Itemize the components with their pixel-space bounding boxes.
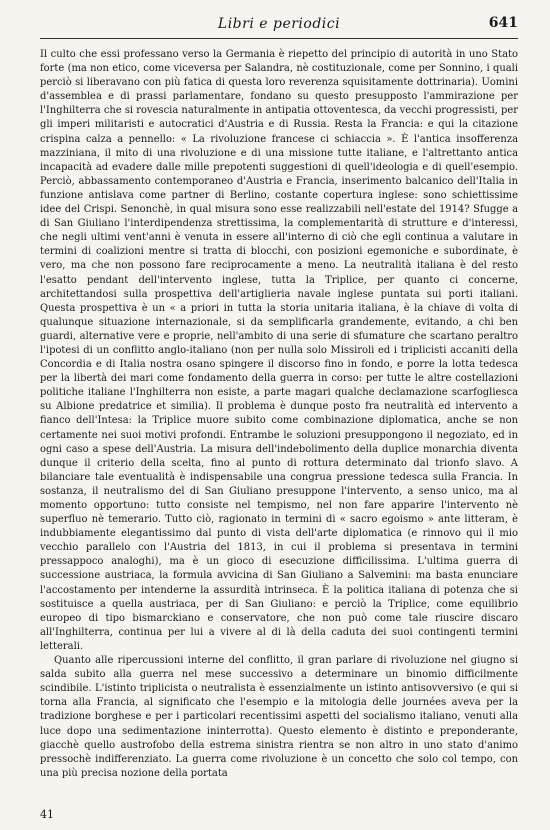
page-header	[40, 14, 518, 39]
body-text	[40, 48, 518, 781]
paragraph-1: Il culto che essi professano verso la Germania è riepetto del principio di autorità in uno Stato forte (ma non etico, come viceversa per Salandra, nè costituzionale, come per Sonnino, i quali perciò si liberavano con più fatica di questa loro reverenza squisitamente dottrinaria). Uomini d'assemblea e di prassi parlamentare, fondano su questo presupposto l'ammirazione per l'Inghilterra che si rovescia naturalmente in antipatia ottoventesca, da vecchi progressisti, per gli imperi militaristi e autocratici d'Austria e di Russia. Resta la Francia: e qui la citazione crispina calza a pennello: « La rivoluzione francese ci schiaccia ». È l'antica insofferenza mazziniana, il mito di una rivoluzione e di una missione tutte italiane, e l'altrettanto antica incapacità ad evadere dalle mille prepotenti suggestioni di quell'ideologia e di quell'esempio. Perciò, abbassamento contemporaneo d'Austria e Francia, inserimento balcanico dell'Italia in funzione antislava come partner di Berlino, costante copertura inglese: sono schiettissime idee del Crispi. Senonchè, in qual misura sono esse realizzabili nell'estate del 1914? Sfugge a di San Giuliano l'interdipendenza strettissima, la complementarità di strutture e d'interessi, che negli ultimi vent'anni è venuta in essere all'interno di ciò che egli continua a valutare in termini di coalizioni mentre si tratta di blocchi, con posizioni egemoniche e subordinate, è vero, ma che non possono fare reciprocamente a meno. La neutralità italiana è del resto l'esatto pendant dell'intervento inglese, tutta la Triplice, per quanto ci concerne, architettandosi sulla prospettiva dell'artiglieria navale inglese puntata sui porti italiani. Questa prospettiva è un « a priori in tutta la storia unitaria italiana, è la chiave di volta di qualunque situazione internazionale, si da semplificarla grandemente, evitando, a chi ben guardi, alternative vere e proprie, nell'ambito di una serie di sfumature che scartano peraltro l'ipotesi di un conflitto anglo-italiano (non per nulla solo Missiroli ed i triplicisti accaniti della Concordia e di Italia nostra osano spingere il discorso fino in fondo, e porre la lotta tedesca per la libertà dei mari come fondamento della guerra in corso: per tutte le altre costellazioni politiche italiane l'Inghilterra non esiste, a parte magari qualche declamazione scarfogliesca su Albione predatrice et similia). Il problema è dunque posto fra neutralità ed intervento a fianco dell'Intesa: la Triplice muore subito come combinazione diplomatica, anche se non certamente nei suoi motivi profondi. Entrambe le soluzioni presuppongono il negoziato, ed in ogni caso a spese dell'Austria. La misura dell'indebolimento della duplice monarchia diventa dunque il criterio della scelta, fino al punto di rottura determinato dal trionfo slavo. A bilanciare tale eventualità è indispensabile una congrua pressione tedesca sulla Francia. In sostanza, il neutralismo del di San Giuliano presuppone l'intervento, a senso unico, ma al momento opportuno: tutto consiste nel tempismo, nel non fare apparire l'intervento nè superfluo nè temerario. Tutto ciò, ragionato in termini di « sacro egoismo » ante litteram, è indubbiamente elegantissimo dal punto di vista dell'arte diplomatica (e rinnovo qui il mio vecchio parallelo con l'Austria del 1813, in cui il problema si presentava in termini pressappoco analoghi), ma è un gioco di esecuzione difficilissima. L'ultima guerra di successione austriaca, la formula avvicina di San Giuliano a Salvemini: ma basta enunciare l'accostamento per intenderne la assurdità intrinseca. È la politica italiana di potenza che si sostituisce a quella austriaca, per di San Giuliano: e perciò la Triplice, come equilibrio europeo di tipo bismarckiano e conservatore, che non può come tale riuscire discaro all'Inghilterra, continua per lui a vivere al di là della caduta dei suoi contingenti termini letterali.	[40, 49, 518, 652]
page-number: 641	[488, 15, 518, 31]
paragraph-2: Quanto alle ripercussioni interne del conflitto, il gran parlare di rivoluzione nel giugno si salda subito alla guerra nel mese successivo a determinare un binomio difficilmente scindibile. L'istinto triplicista o neutralista è essenzialmente un istinto antisovversivo (e qui si torna alla Francia, al significato che l'esempio e la mitologia delle journées aveva per la tradizione borghese e per i particolari recentissimi aspetti del socialismo italiano, venuti alla luce dopo una sedimentazione ininterrotta). Questo elemento è distinto e preponderante, giacchè quello austrofobo della estrema sinistra rientra se non altro in uno stato d'animo pressochè indifferenziato. La guerra come rivoluzione è un concetto che solo col tempo, con una più precisa nozione della portata	[40, 655, 518, 779]
footer-page-number: 41	[40, 808, 54, 821]
running-title: Libri e periodici	[217, 16, 341, 32]
